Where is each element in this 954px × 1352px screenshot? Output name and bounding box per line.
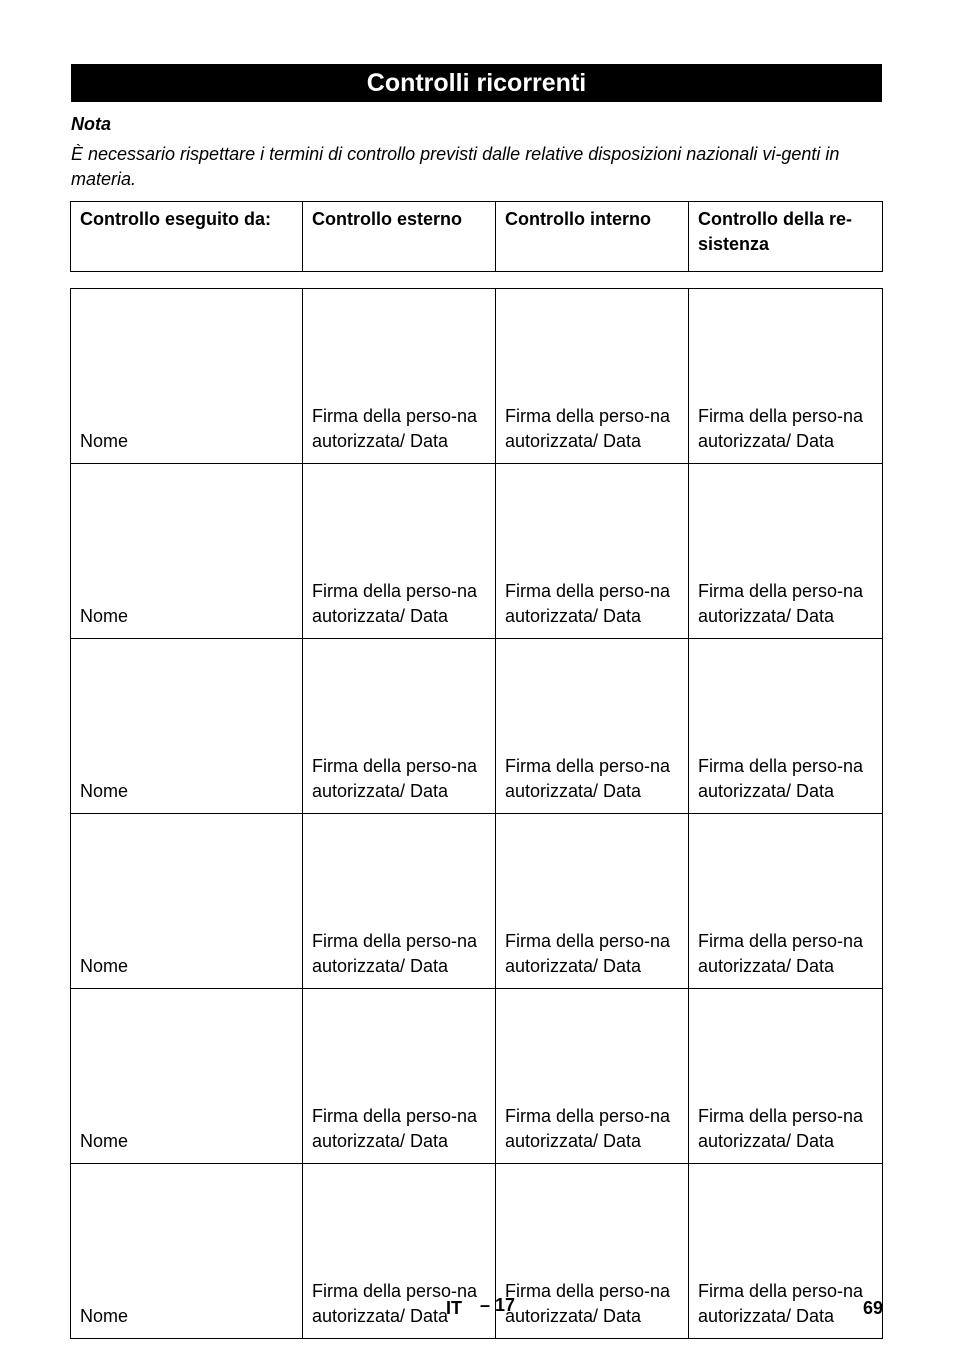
strength-signature-cell: Firma della perso-na autorizzata/ Data xyxy=(689,989,883,1164)
footer-section-page: – 17 xyxy=(480,1295,516,1315)
table-row xyxy=(71,289,883,464)
internal-signature-cell: Firma della perso-na autorizzata/ Data xyxy=(496,464,689,639)
table-row xyxy=(71,639,883,814)
internal-signature-cell: Firma della perso-na autorizzata/ Data xyxy=(496,639,689,814)
note-label: Nota xyxy=(71,114,111,134)
table-row xyxy=(71,814,883,989)
internal-signature-cell: Firma della perso-na autorizzata/ Data xyxy=(496,289,689,464)
footer-language: IT xyxy=(446,1298,462,1318)
header-external-check: Controllo esterno xyxy=(303,202,496,272)
name-cell: Nome xyxy=(71,1164,303,1339)
name-cell: Nome xyxy=(71,464,303,639)
external-signature-cell: Firma della perso-na autorizzata/ Data xyxy=(303,814,496,989)
table-row xyxy=(71,1164,883,1339)
table-row xyxy=(71,989,883,1164)
internal-signature-cell: Firma della perso-na autorizzata/ Data xyxy=(496,814,689,989)
internal-signature-cell: Firma della perso-na autorizzata/ Data xyxy=(496,1164,689,1339)
name-cell: Nome xyxy=(71,289,303,464)
table-row xyxy=(71,464,883,639)
header-strength-check: Controllo della re-sistenza xyxy=(689,202,883,272)
strength-signature-cell: Firma della perso-na autorizzata/ Data xyxy=(689,814,883,989)
inspection-log-table xyxy=(70,288,883,1339)
strength-signature-cell: Firma della perso-na autorizzata/ Data xyxy=(689,289,883,464)
external-signature-cell: Firma della perso-na autorizzata/ Data xyxy=(303,639,496,814)
name-cell: Nome xyxy=(71,639,303,814)
header-performed-by: Controllo eseguito da: xyxy=(71,202,303,272)
name-cell: Nome xyxy=(71,814,303,989)
external-signature-cell: Firma della perso-na autorizzata/ Data xyxy=(303,289,496,464)
external-signature-cell: Firma della perso-na autorizzata/ Data xyxy=(303,1164,496,1339)
header-row xyxy=(71,202,883,272)
external-signature-cell: Firma della perso-na autorizzata/ Data xyxy=(303,989,496,1164)
page-number: 69 xyxy=(862,1298,883,1318)
page-title: Controlli ricorrenti xyxy=(71,64,882,102)
strength-signature-cell: Firma della perso-na autorizzata/ Data xyxy=(689,639,883,814)
note-text: È necessario rispettare i termini di controllo previsti dalle relative disposizioni nazionali vi-genti in materia. xyxy=(71,144,840,189)
external-signature-cell: Firma della perso-na autorizzata/ Data xyxy=(303,464,496,639)
header-internal-check: Controllo interno xyxy=(496,202,689,272)
strength-signature-cell: Firma della perso-na autorizzata/ Data xyxy=(689,1164,883,1339)
internal-signature-cell: Firma della perso-na autorizzata/ Data xyxy=(496,989,689,1164)
strength-signature-cell: Firma della perso-na autorizzata/ Data xyxy=(689,464,883,639)
inspection-header-table xyxy=(70,201,883,272)
name-cell: Nome xyxy=(71,989,303,1164)
